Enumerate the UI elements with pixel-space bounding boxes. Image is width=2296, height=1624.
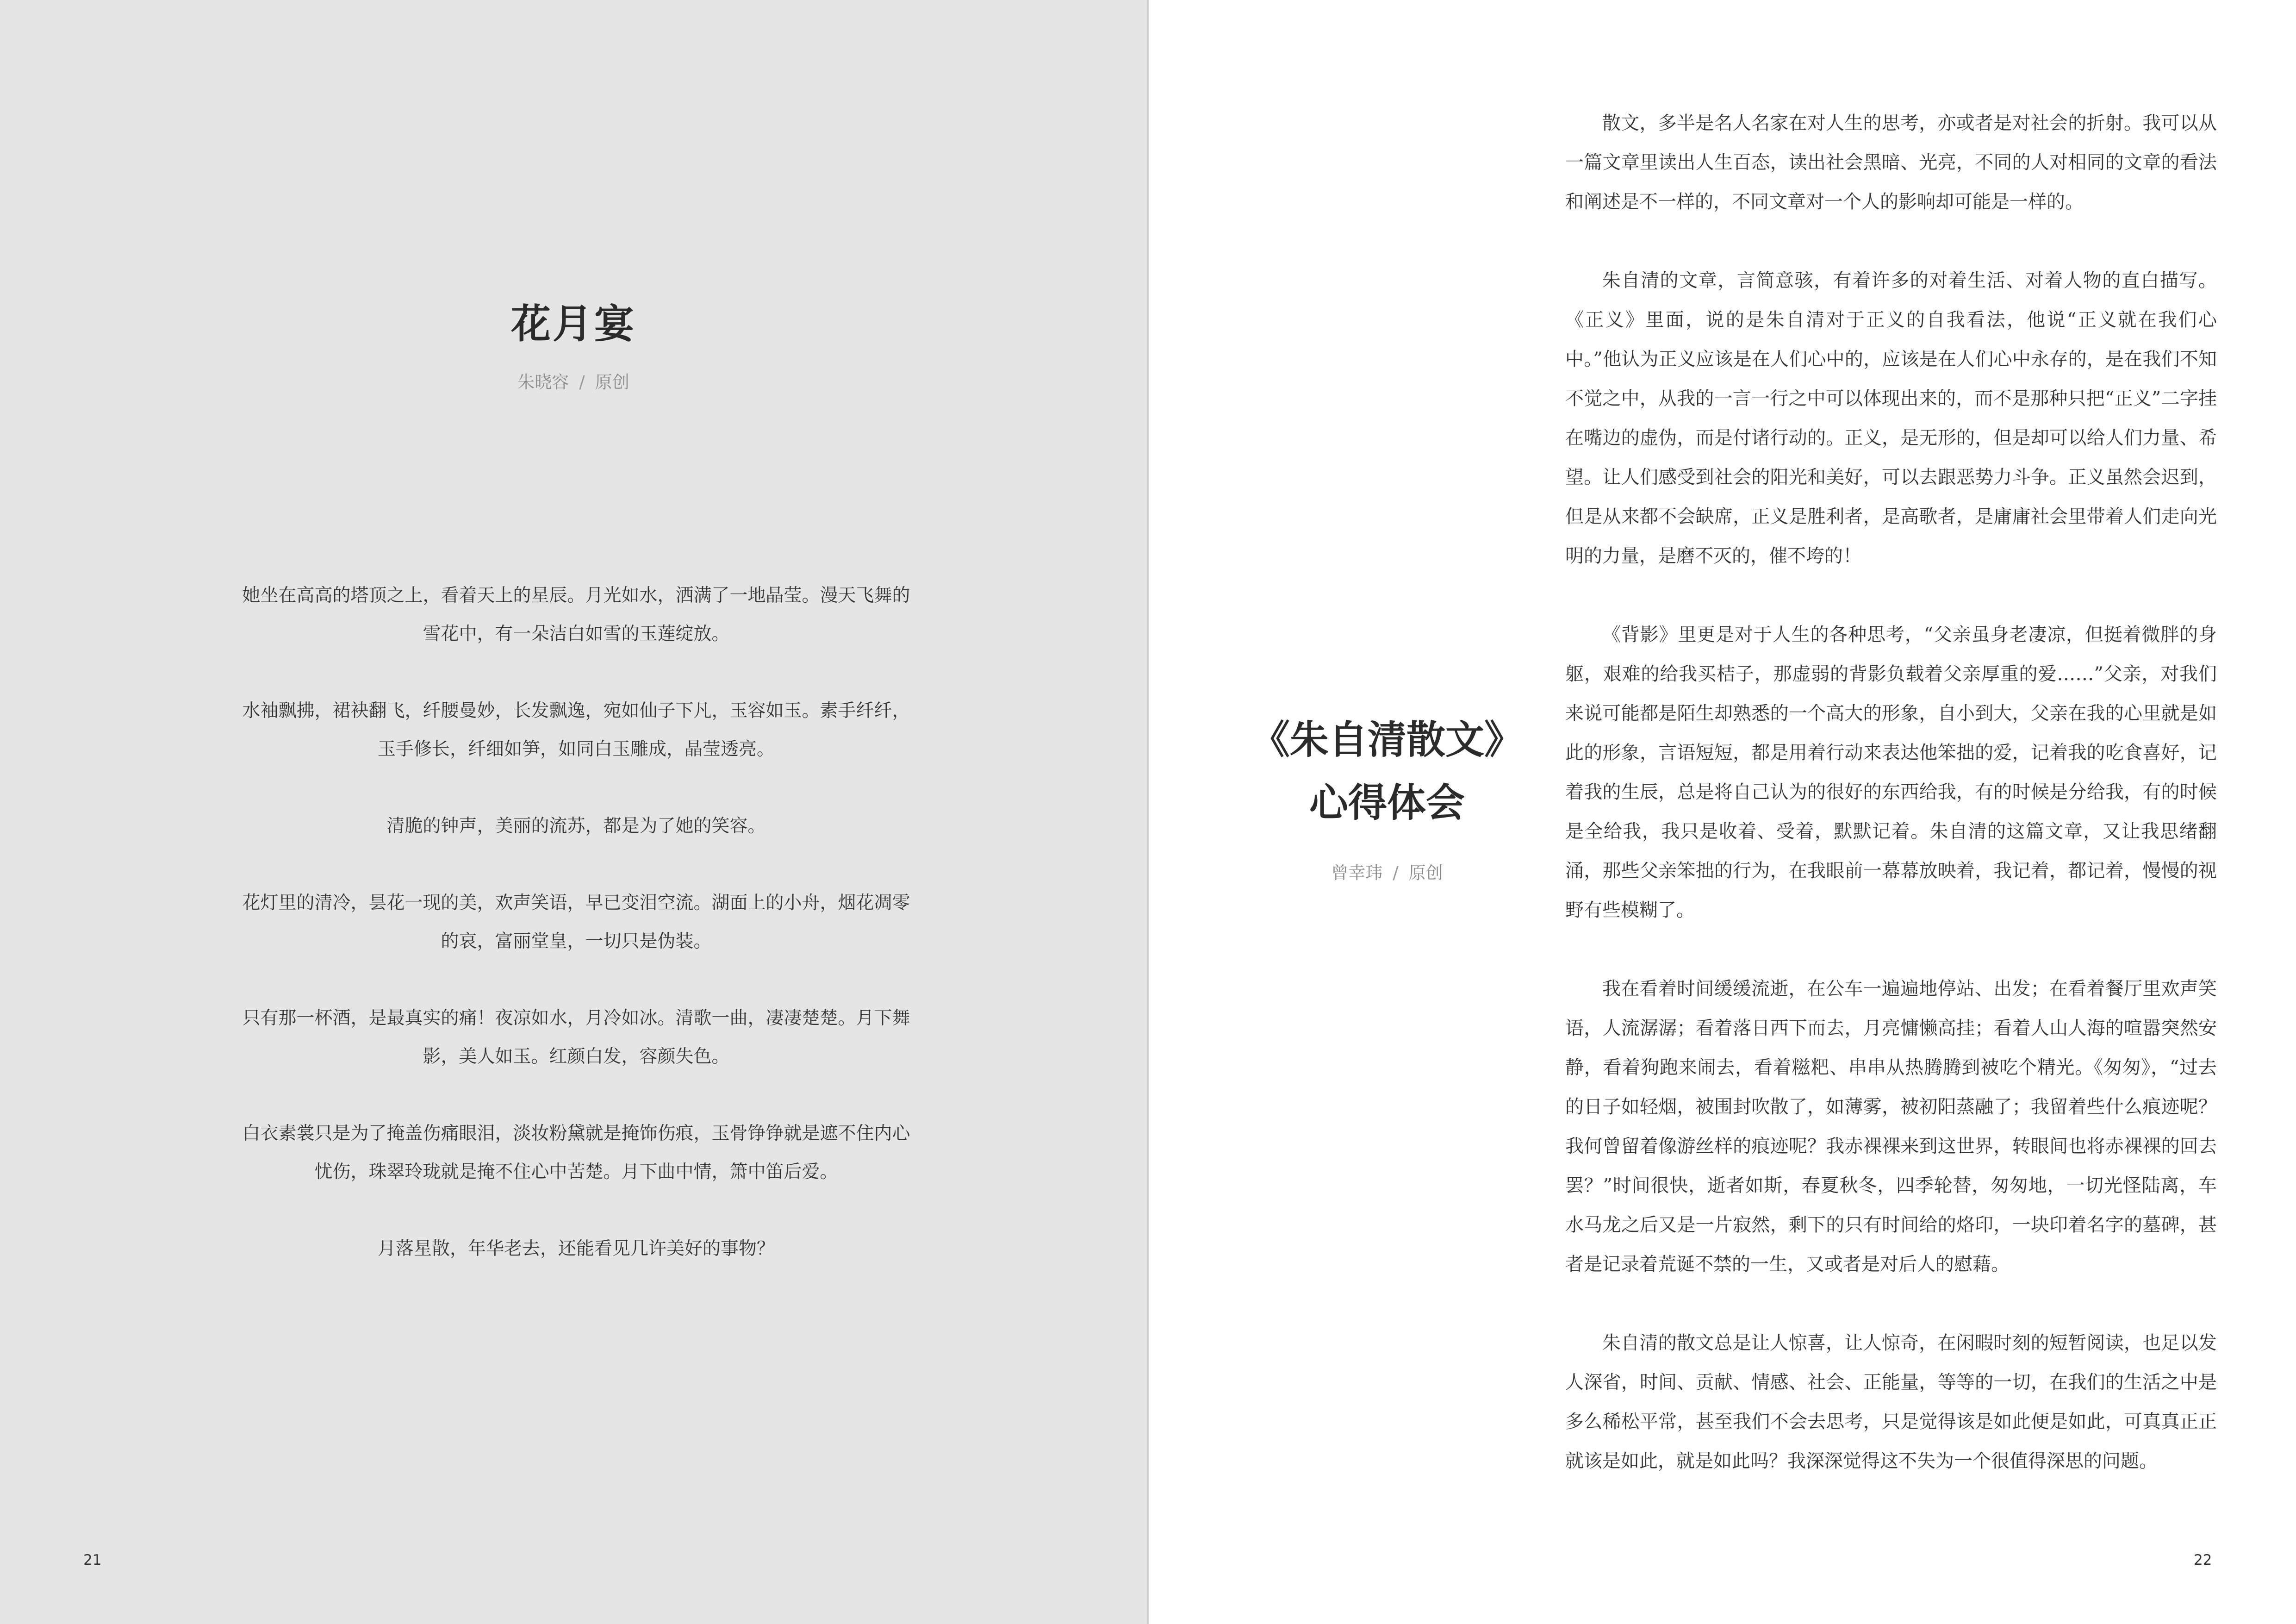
essay-paragraph: 朱自清的散文总是让人惊喜，让人惊奇，在闲暇时刻的短暂阅读，也足以发人深省，时间、贡献、情感、社会、正能量，等等的一切，在我们的生活之中是多么稀松平常，甚至我们不会去思考，只是觉得该是如此便是如此，可真真正正就该是如此，就是如此吗？我深深觉得这不失为一个很值得深思的问题。 bbox=[1565, 1332, 2217, 1472]
poem-paragraph: 白衣素裳只是为了掩盖伤痛眼泪，淡妆粉黛就是掩饰伤痕，玉骨铮铮就是遮不住内心忧伤，珠翠玲珑就是掩不住心中苦楚。月下曲中情，箫中笛后爱。 bbox=[242, 1123, 910, 1182]
essay-paragraph: 散文，多半是名人名家在对人生的思考，亦或者是对社会的折射。我可以从一篇文章里读出人生百态，读出社会黑暗、光亮，不同的人对相同的文章的看法和阐述是不一样的，不同文章对一个人的影响却可能是一样的。 bbox=[1565, 112, 2217, 212]
page-number-left: 21 bbox=[83, 1552, 102, 1568]
essay-title-line2: 心得体会 bbox=[1309, 780, 1465, 825]
byline-separator: / bbox=[1393, 863, 1399, 883]
poem-author: 朱晓容 bbox=[517, 372, 569, 392]
poem-paragraph: 清脆的钟声，美丽的流苏，都是为了她的笑容。 bbox=[386, 816, 766, 837]
poem-paragraph: 花灯里的清冷，昙花一现的美，欢声笑语，早已变泪空流。湖面上的小舟，烟花凋零的哀，富丽堂皇，一切只是伪装。 bbox=[242, 893, 910, 952]
essay-paragraph: 我在看着时间缓缓流逝，在公车一遍遍地停站、出发；在看着餐厅里欢声笑语，人流潺潺；看着落日西下而去，月亮慵懒高挂；看着人山人海的喧嚣突然安静，看着狗跑来闹去，看着糍粑、串串从热腾腾到被吃个精光。《匆匆》，“过去的日子如轻烟，被围封吹散了，如薄雾，被初阳蒸融了；我留着些什么痕迹呢？我何曾留着像游丝样的痕迹呢？我赤裸裸来到这世界，转眼间也将赤裸裸的回去罢？”时间很快，逝者如斯，春夏秋冬，四季轮替，匆匆地，一切光怪陆离，车水马龙之后又是一片寂然，剩下的只有时间给的烙印，一块印着名字的墓碑，甚者是记录着荒诞不禁的一生，又或者是对后人的慰藉。 bbox=[1565, 978, 2217, 1275]
essay-title bbox=[1149, 708, 1625, 834]
essay-title-line1: 《朱自清散文》 bbox=[1251, 717, 1523, 762]
poem-paragraph: 水袖飘拂，裙袂翻飞，纤腰曼妙，长发飘逸，宛如仙子下凡，玉容如玉。素手纤纤，玉手修长，纤细如笋，如同白玉雕成，晶莹透亮。 bbox=[242, 700, 910, 760]
poem-paragraph: 月落星散，年华老去，还能看见几许美好的事物？ bbox=[377, 1238, 775, 1259]
essay-paragraph: 《背影》里更是对于人生的各种思考，“父亲虽身老凄凉，但挺着微胖的身躯，艰难的给我买桔子，那虚弱的背影负载着父亲厚重的爱……”父亲，对我们来说可能都是陌生却熟悉的一个高大的形象，自小到大，父亲在我的心里就是如此的形象，言语短短，都是用着行动来表达他笨拙的爱，记着我的吃食喜好，记着我的生辰，总是将自己认为的很好的东西给我，有的时候是分给我，有的时候是全给我，我只是收着、受着，默默记着。朱自清的这篇文章，又让我思绪翻涌，那些父亲笨拙的行为，在我眼前一幕幕放映着，我记着，都记着，慢慢的视野有些模糊了。 bbox=[1565, 624, 2217, 921]
essay-byline bbox=[1149, 859, 1625, 884]
poem-byline bbox=[0, 368, 1147, 393]
page-number-right: 22 bbox=[2194, 1552, 2212, 1568]
poem-body bbox=[236, 576, 916, 1306]
essay-author: 曾幸玮 bbox=[1331, 863, 1383, 883]
poem-title: 花月宴 bbox=[511, 300, 636, 347]
poem-paragraph: 只有那一杯酒，是最真实的痛！夜凉如水，月冷如冰。清歌一曲，凄凄楚楚。月下舞影，美人如玉。红颜白发，容颜失色。 bbox=[242, 1008, 910, 1067]
essay-paragraph: 朱自清的文章，言简意骇，有着许多的对着生活、对着人物的直白描写。《正义》里面，说的是朱自清对于正义的自我看法，他说“正义就在我们心中。”他认为正义应该是在人们心中的，应该是在人们心中永存的，是在我们不知不觉之中，从我的一言一行之中可以体现出来的，而不是那种只把“正义”二字挂在嘴边的虚伪，而是付诸行动的。正义，是无形的，但是却可以给人们力量、希望。让人们感受到社会的阳光和美好，可以去跟恶势力斗争。正义虽然会迟到，但是从来都不会缺席，正义是胜利者，是高歌者，是庸庸社会里带着人们走向光明的力量，是磨不灭的，催不垮的！ bbox=[1565, 270, 2217, 567]
byline-separator: / bbox=[579, 372, 585, 392]
essay-tag: 原创 bbox=[1408, 863, 1443, 883]
poem-paragraph: 她坐在高高的塔顶之上，看着天上的星辰。月光如水，洒满了一地晶莹。漫天飞舞的雪花中，有一朵洁白如雪的玉莲绽放。 bbox=[242, 585, 910, 644]
essay-body bbox=[1565, 104, 2217, 1520]
poem-tag: 原创 bbox=[595, 372, 629, 392]
